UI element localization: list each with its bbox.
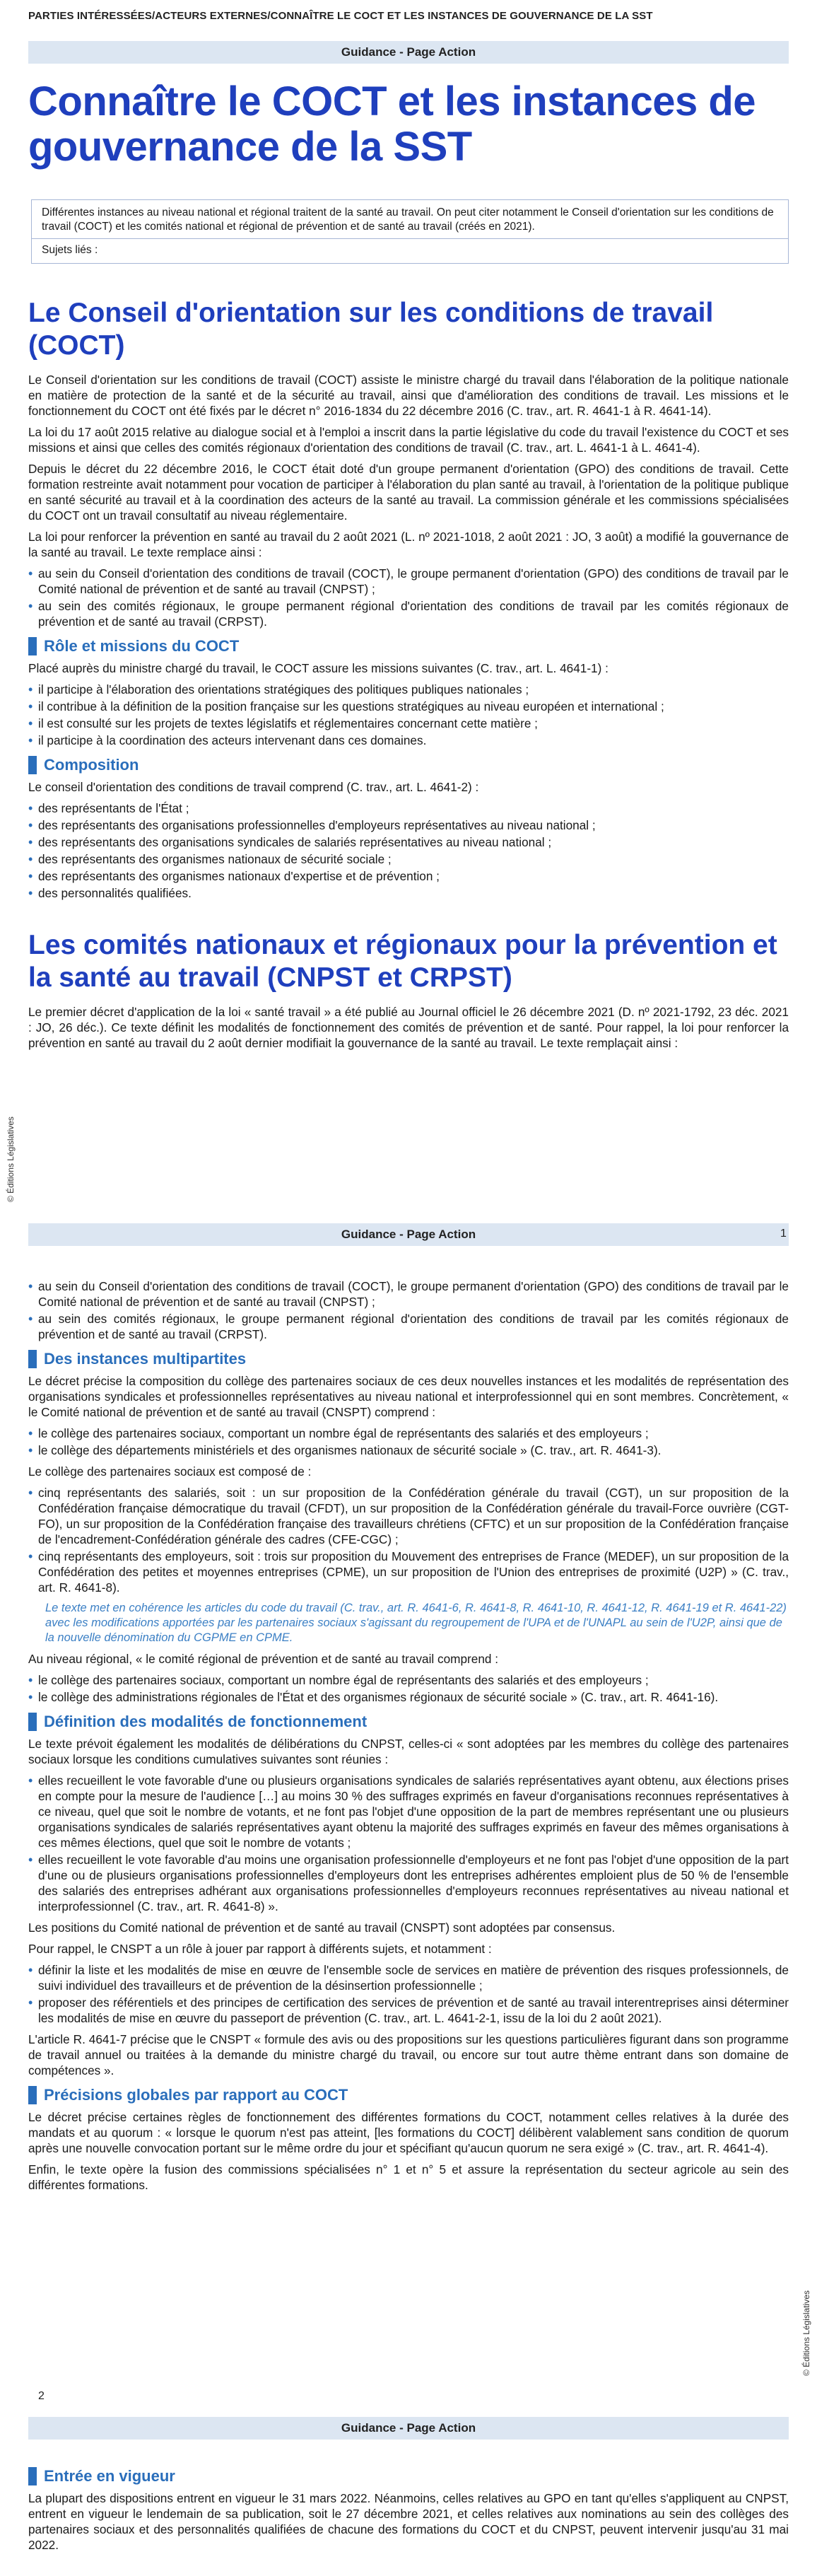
- copyright-mark: © Éditions Législatives: [6, 1117, 16, 1202]
- subheading-roles: [28, 636, 789, 656]
- page-number: 2: [38, 2390, 45, 2402]
- section-heading-cnpst: Les comités nationaux et régionaux pour la prévention et la santé au travail (CNPST et CRPST): [28, 930, 777, 993]
- copyright-mark: © Éditions Législatives: [801, 2290, 811, 2376]
- bullet-list: [28, 1485, 789, 1595]
- heading-marker: [28, 2467, 37, 2485]
- page-title: Connaître le COCT et les instances de gouvernance de la SST: [28, 78, 756, 170]
- paragraph: Le décret précise la composition du collège des partenaires sociaux de ces deux nouvelles instances et les modalités de représentation des organisations syndicales et professionnelles représentatives au niveau national et interprofessionnel qui en sont membres. Concrètement, « le Comité national de prévention et de santé au travail (CNSPT) comprend :: [28, 1374, 789, 1419]
- paragraph: Le collège des partenaires sociaux est composé de :: [28, 1464, 312, 1479]
- list-item: • il contribue à la définition de la position française sur les questions stratégiques au niveau européen et international ;: [28, 699, 789, 714]
- list-item: • des représentants des organisations syndicales de salariés représentatives au niveau national ;: [28, 834, 789, 850]
- list-item: • cinq représentants des employeurs, soit : trois sur proposition du Mouvement des entreprises de France (MEDEF), un sur proposition de la Confédération des petites et moyennes entreprises (CPME), un sur proposition de l'Union des entreprises de proximité (U2P) » (C. trav., art. R. 4641-8).: [28, 1549, 789, 1595]
- paragraph: Le premier décret d'application de la loi « santé travail » a été publié au Journal officiel le 26 décembre 2021 (D. nº 2021-1792, 23 déc. 2021 : JO, 26 déc.). Ce texte définit les modalités de fonctionnement des comités de prévention et de santé. Pour rappel, la loi pour renforcer la prévention en santé au travail du 2 août dernier modifiait la gouvernance de la santé au travail. Le texte remplaçait ainsi :: [28, 1005, 789, 1050]
- list-item: • le collège des administrations régionales de l'État et des organismes régionaux de sécurité sociale » (C. trav., art. R. 4641-16).: [28, 1689, 789, 1705]
- list-item: • elles recueillent le vote favorable d'une ou plusieurs organisations syndicales de salariés représentatives ayant obtenu, aux élections prises en compte pour la mesure de l'audience […] au moins 30 % des suffrages exprimés en faveur d'organisations reconnues représentatives à ce niveau, quel que soit le nombre de votants, et ne font pas l'objet d'une opposition de la part de membres représentant une ou plusieurs organisations syndicales de salariés représentatives ayant obtenu la majorité des suffrages exprimés en faveur des mêmes organisations à ces mêmes élections, quel que soit le nombre de votants ;: [28, 1773, 789, 1851]
- page-number: 1: [780, 1228, 787, 1240]
- guidance-banner: Guidance - Page Action: [28, 1223, 789, 1246]
- paragraph: La loi pour renforcer la prévention en santé au travail du 2 août 2021 (L. nº 2021-1018, 2 août 2021 : JO, 3 août) a modifié la gouvernance de la santé au travail. Le texte remplace ainsi :: [28, 530, 789, 559]
- paragraph: Le Conseil d'orientation sur les conditions de travail (COCT) assiste le ministre chargé du travail dans l'élaboration de la politique nationale en matière de protection de la santé et de la sécurité au travail, ainsi que d'amélioration des conditions de travail. Les missions et le fonctionnement du COCT ont été fixés par le décret n° 2016-1834 du 22 décembre 2016 (C. trav., art. R. 4641-1 à R. 4641-14).: [28, 373, 789, 418]
- paragraph: Le conseil d'orientation des conditions de travail comprend (C. trav., art. L. 4641-2) :: [28, 780, 479, 794]
- page-3: [0, 2404, 817, 2576]
- bullet-list: [28, 1426, 789, 1458]
- heading-marker: [28, 1713, 37, 1731]
- paragraph: Le texte prévoit également les modalités de délibérations du CNPST, celles-ci « sont adoptées par les membres du collège des partenaires sociaux lorsque les conditions cumulatives suivantes sont réunies :: [28, 1737, 789, 1766]
- guidance-banner: Guidance - Page Action: [28, 41, 789, 64]
- heading-marker: [28, 1350, 37, 1368]
- subheading-text: Composition: [44, 756, 139, 774]
- subheading-precisions: [28, 2085, 789, 2105]
- subheading-text: Rôle et missions du COCT: [44, 637, 240, 655]
- list-item: • proposer des référentiels et des principes de certification des services de prévention et de santé au travail interentreprises ainsi déterminer les modalités de mise en œuvre du passeport de prévention (C. trav., art. L. 4641-2-1, issu de la loi du 2 août 2021).: [28, 1995, 789, 2026]
- list-item: • au sein des comités régionaux, le groupe permanent régional d'orientation des conditions de travail par les comités régionaux de prévention et de santé au travail (CRPST).: [28, 598, 789, 629]
- bullet-list: [28, 1773, 789, 1914]
- paragraph: Les positions du Comité national de prévention et de santé au travail (CNSPT) sont adoptées par consensus.: [28, 1921, 616, 1935]
- list-item: • définir la liste et les modalités de mise en œuvre de l'ensemble socle de services en matière de prévention des risques professionnels, de suivi individuel des travailleurs et de prévention de la désinsertion professionnelle ;: [28, 1962, 789, 1993]
- bullet-list: [28, 1278, 789, 1342]
- list-item: • des représentants de l'État ;: [28, 800, 789, 816]
- bullet-list: [28, 566, 789, 629]
- section-heading-coct: Le Conseil d'orientation sur les conditions de travail (COCT): [28, 298, 714, 361]
- subheading-text: Précisions globales par rapport au COCT: [44, 2086, 348, 2104]
- heading-marker: [28, 637, 37, 655]
- paragraph: Enfin, le texte opère la fusion des commissions spécialisées n° 1 et n° 5 et assure la représentation du secteur agricole au sein des différentes formations.: [28, 2162, 789, 2192]
- editorial-note: Le texte met en cohérence les articles du code du travail (C. trav., art. R. 4641-6, R. 4641-8, R. 4641-10, R. 4641-12, R. 4641-19 et R. 4641-22) avec les modifications apportées par les partenaires sociaux s'agissant du regroupement de l'UPA et de l'UNAPL au sein de l'U2P, ainsi que de la nouvelle dénomination du CGPME en CPME.: [45, 1602, 787, 1644]
- list-item: • elles recueillent le vote favorable d'au moins une organisation professionnelle d'employeurs et ne font pas l'objet d'une opposition de la part d'une ou de plusieurs organisations professionnelles d'employeurs dont les entreprises adhérentes emploient plus de 50 % de l'ensemble des salariés des entreprises adhérant aux organisations professionnelles d'employeurs reconnues représentatives au niveau national et interprofessionnel (C. trav., art. R. 4641-8) ».: [28, 1852, 789, 1914]
- list-item: • des représentants des organismes nationaux d'expertise et de prévention ;: [28, 868, 789, 884]
- list-item: • le collège des partenaires sociaux, comportant un nombre égal de représentants des salariés et des employeurs ;: [28, 1426, 789, 1441]
- guidance-banner: Guidance - Page Action: [28, 2417, 789, 2440]
- paragraph: Le décret précise certaines règles de fonctionnement des différentes formations du COCT, notamment celles relatives à la durée des mandats et au quorum : « lorsque le quorum n'est pas atteint, [les formations du COCT] délibèrent valablement sans condition de quorum après une nouvelle convocation portant sur le même ordre du jour et spécifiant qu'aucun quorum ne sera exigé » (C. trav., art. R. 4641-4).: [28, 2110, 789, 2155]
- intro-box: [31, 199, 789, 264]
- heading-marker: [28, 2086, 37, 2104]
- list-item: • le collège des partenaires sociaux, comportant un nombre égal de représentants des salariés et des employeurs ;: [28, 1672, 789, 1688]
- paragraph: Placé auprès du ministre chargé du travail, le COCT assure les missions suivantes (C. trav., art. L. 4641-1) :: [28, 661, 609, 675]
- paragraph: Au niveau régional, « le comité régional de prévention et de santé au travail comprend :: [28, 1652, 498, 1666]
- list-item: • le collège des départements ministériels et des organismes nationaux de sécurité sociale » (C. trav., art. R. 4641-3).: [28, 1443, 789, 1458]
- subheading-text: Entrée en vigueur: [44, 2467, 175, 2485]
- subheading-multipartites: [28, 1349, 789, 1369]
- breadcrumb: PARTIES INTÉRESSÉES/ACTEURS EXTERNES/CONNAÎTRE LE COCT ET LES INSTANCES DE GOUVERNANCE DE LA SST: [28, 10, 653, 22]
- subheading-definition: [28, 1712, 789, 1732]
- paragraph: La plupart des dispositions entrent en vigueur le 31 mars 2022. Néanmoins, celles relatives au GPO en tant qu'elles s'appliquent au CNPST, entrent en vigueur le lendemain de sa publication, soit le 27 décembre 2021, et celles relatives aux nominations au sein des collèges des partenaires sociaux et des personnalités qualifiées de chacune des formations du COCT et du CNPST, peuvent intervenir jusqu'au 31 mai 2022.: [28, 2491, 789, 2552]
- list-item: • au sein du Conseil d'orientation des conditions de travail (COCT), le groupe permanent d'orientation (GPO) des conditions de travail par le Comité national de prévention et de santé au travail (CNPST) ;: [28, 1278, 789, 1310]
- list-item: • des personnalités qualifiées.: [28, 885, 789, 901]
- paragraph: La loi du 17 août 2015 relative au dialogue social et à l'emploi a inscrit dans la partie législative du code du travail l'existence du COCT et ses missions et ainsi que celles des comités régionaux d'orientation des conditions de travail (C. trav., art. L. 4641-1 à L. 4641-4).: [28, 425, 789, 455]
- list-item: • cinq représentants des salariés, soit : un sur proposition de la Confédération générale du travail (CGT), un sur proposition de la Confédération française démocratique du travail (CFDT), un sur proposition de la Confédération générale du travail-Force ouvrière (CGT-FO), un sur proposition de la Confédération française des travailleurs chrétiens (CFTC) et un sur proposition de la Confédération française de l'encadrement-Confédération générale des cadres (CFE-CGC) ;: [28, 1485, 789, 1547]
- intro-text: Différentes instances au niveau national et régional traitent de la santé au travail. On peut citer notamment le Conseil d'orientation sur les conditions de travail (COCT) et les comités national et régional de prévention et de santé au travail (créés en 2021).: [42, 206, 774, 233]
- subheading-text: Définition des modalités de fonctionnement: [44, 1713, 368, 1730]
- section-coct: [28, 297, 789, 1056]
- section-cnpst-continued: [28, 1278, 789, 2198]
- list-item: • des représentants des organisations professionnelles d'employeurs représentatives au niveau national ;: [28, 817, 789, 833]
- list-item: • il participe à l'élaboration des orientations stratégiques des politiques publiques nationales ;: [28, 682, 789, 697]
- list-item: • il est consulté sur les projets de textes législatifs et réglementaires concernant cette matière ;: [28, 716, 789, 731]
- subheading-composition: [28, 755, 789, 775]
- bullet-list: [28, 800, 789, 901]
- page-1: [0, 0, 817, 1273]
- page-2: [0, 1273, 817, 2402]
- paragraph: L'article R. 4641-7 précise que le CNSPT « formule des avis ou des propositions sur les questions particulières figurant dans son programme de travail annuel ou traitées à la demande du ministre chargé du travail, ou encore sur tout autre thème entrant dans son domaine de compétences ».: [28, 2032, 789, 2077]
- list-item: • des représentants des organismes nationaux de sécurité sociale ;: [28, 851, 789, 867]
- list-item: • au sein du Conseil d'orientation des conditions de travail (COCT), le groupe permanent d'orientation (GPO) des conditions de travail par le Comité national de prévention et de santé au travail (CNPST) ;: [28, 566, 789, 597]
- bullet-list: [28, 1962, 789, 2026]
- list-item: • il participe à la coordination des acteurs intervenant dans ces domaines.: [28, 733, 789, 748]
- paragraph: Depuis le décret du 22 décembre 2016, le COCT était doté d'un groupe permanent d'orientation (GPO) des conditions de travail. Cette formation restreinte avait notamment pour vocation de participer à l'élaboration du plan santé au travail, à l'orientation de la politique publique en santé sécurité au travail et à la coordination des acteurs de la santé au travail. La commission générale et les commissions spécialisées du COCT ont un travail consultatif au niveau réglementaire.: [28, 462, 789, 523]
- paragraph: Pour rappel, le CNSPT a un rôle à jouer par rapport à différents sujets, et notamment :: [28, 1942, 492, 1956]
- heading-marker: [28, 756, 37, 774]
- section-entry: [28, 2466, 789, 2558]
- bullet-list: [28, 1672, 789, 1705]
- related-subjects: Sujets liés :: [32, 238, 788, 263]
- subheading-text: Des instances multipartites: [44, 1350, 247, 1368]
- bullet-list: [28, 682, 789, 748]
- subheading-entry: [28, 2466, 789, 2486]
- list-item: • au sein des comités régionaux, le groupe permanent régional d'orientation des conditions de travail par les comités régionaux de prévention et de santé au travail (CRPST).: [28, 1311, 789, 1342]
